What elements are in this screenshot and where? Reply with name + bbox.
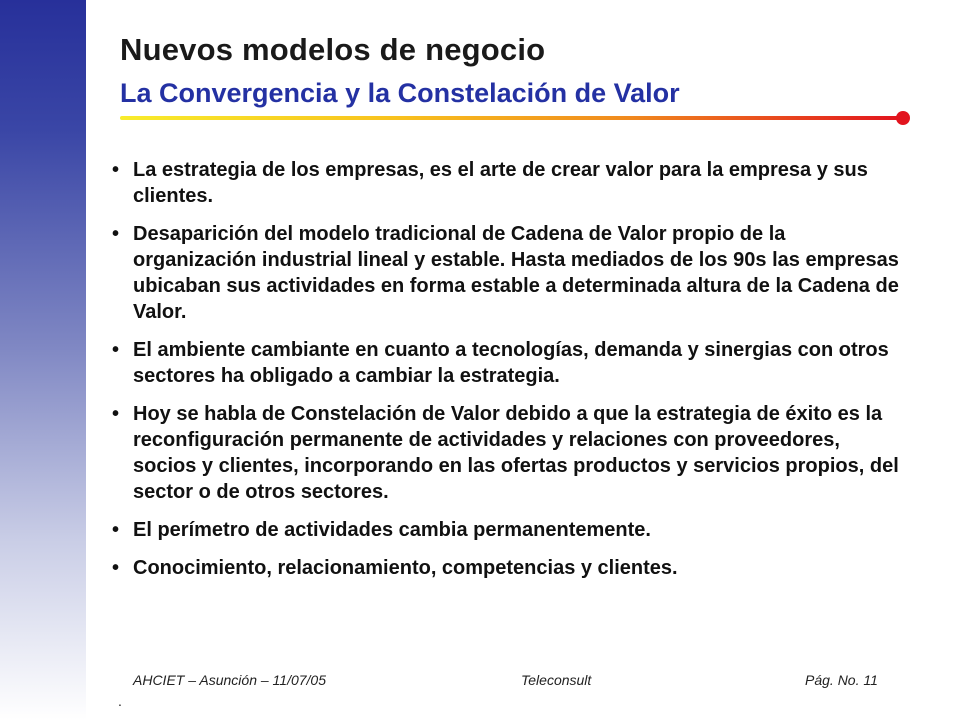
bullet-item (110, 221, 900, 325)
bullet-text: Desaparición del modelo tradicional de Cadena de Valor propio de la organización industrial lineal y estable. Hasta mediados de los 90s las empresas ubicaban sus actividades en forma estable a determinada altura de la Cadena de Valor. (133, 223, 899, 323)
footer-page-number: Pág. No. 11 (805, 672, 878, 688)
slide-subtitle: La Convergencia y la Constelación de Valor (120, 78, 680, 108)
bullet-text: Hoy se habla de Constelación de Valor debido a que la estrategia de éxito es la reconfiguración permanente de actividades y relaciones con proveedores, socios y clientes, incorporando en las ofertas productos y servicios propios, del sector o de otros sectores. (133, 403, 899, 503)
slide-title: Nuevos modelos de negocio (120, 32, 546, 67)
bullet-list (110, 157, 900, 593)
bullet-dot-icon: • (112, 519, 120, 541)
bullet-text: El ambiente cambiante en cuanto a tecnologías, demanda y sinergias con otros sectores ha obligado a cambiar la estrategia. (133, 339, 889, 387)
bullet-item (110, 157, 900, 209)
rule-end-dot (896, 111, 910, 125)
bullet-item (110, 555, 900, 581)
bullet-dot-icon: • (112, 223, 120, 245)
bullet-dot-icon: • (112, 557, 120, 579)
bullet-item (110, 401, 900, 505)
bullet-item (110, 337, 900, 389)
bullet-text: El perímetro de actividades cambia permanentemente. (133, 519, 651, 541)
footer-corner-mark: . (118, 693, 122, 709)
bullet-text: La estrategia de los empresas, es el arte de crear valor para la empresa y sus clientes. (133, 159, 868, 207)
footer-event: AHCIET – Asunción – 11/07/05 (133, 672, 326, 688)
bullet-dot-icon: • (112, 403, 120, 425)
bullet-item (110, 517, 900, 543)
side-gradient-band (0, 0, 86, 720)
bullet-dot-icon: • (112, 159, 120, 181)
bullet-dot-icon: • (112, 339, 120, 361)
title-underline-rule (120, 116, 900, 120)
footer-company: Teleconsult (521, 672, 592, 688)
bullet-text: Conocimiento, relacionamiento, competencias y clientes. (133, 557, 678, 579)
